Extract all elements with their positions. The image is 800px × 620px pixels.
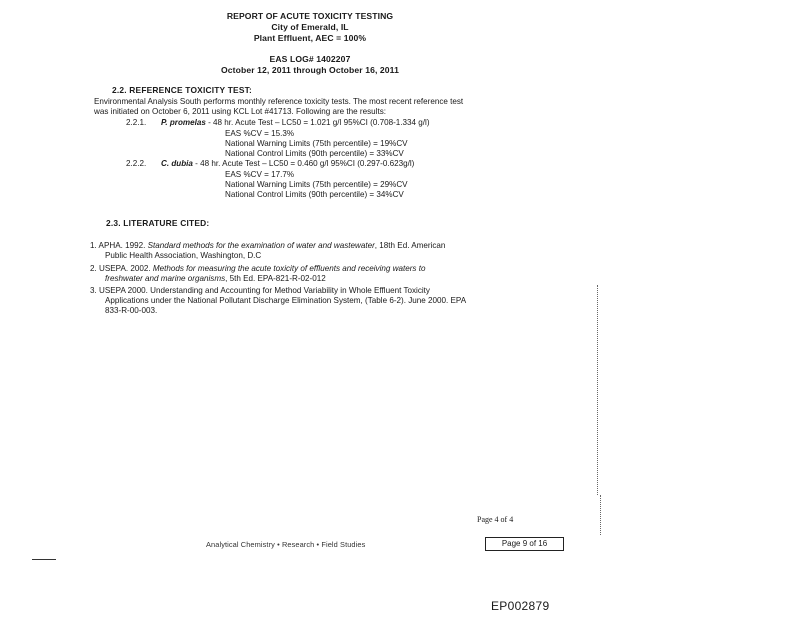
item-2-2-2-result bbox=[161, 159, 414, 168]
test-dates: October 12, 2011 through October 16, 2011 bbox=[221, 65, 399, 75]
reference-2 bbox=[90, 264, 425, 273]
literature-heading: 2.3. LITERATURE CITED: bbox=[106, 218, 210, 228]
ref-title: Methods for measuring the acute toxicity of effluents and receiving waters to bbox=[152, 264, 426, 273]
item-2-2-1-cv: EAS %CV = 15.3% bbox=[225, 129, 295, 138]
log-number: EAS LOG# 1402207 bbox=[269, 54, 351, 64]
item-2-2-1-number: 2.2.1. bbox=[126, 118, 147, 127]
ref-tox-heading: 2.2. REFERENCE TOXICITY TEST: bbox=[112, 85, 252, 95]
effluent-line: Plant Effluent, AEC = 100% bbox=[253, 33, 367, 43]
ref-edition: , 5th Ed. EPA-821-R-02-012 bbox=[225, 274, 326, 283]
lc50-result: - 48 hr. Acute Test – LC50 = 0.460 g/l 95%CI (0.297-0.623g/l) bbox=[192, 159, 415, 168]
scan-artifact-line bbox=[600, 495, 601, 535]
footer-categories: Analytical Chemistry • Research • Field Studies bbox=[206, 540, 366, 549]
reference-2-cont bbox=[105, 274, 326, 283]
item-2-2-2-number: 2.2.2. bbox=[126, 159, 147, 168]
species-name: P. promelas bbox=[161, 118, 206, 127]
item-2-2-2-cv: EAS %CV = 17.7% bbox=[225, 170, 295, 179]
page-box: Page 9 of 16 bbox=[485, 537, 564, 551]
reference-1 bbox=[90, 241, 445, 250]
bates-number: EP002879 bbox=[491, 599, 550, 613]
reference-3-cont-2: 833-R-00-003. bbox=[105, 306, 158, 315]
report-title: REPORT OF ACUTE TOXICITY TESTING bbox=[226, 11, 394, 21]
item-2-2-2-warning: National Warning Limits (75th percentile) = 29%CV bbox=[225, 180, 408, 189]
item-2-2-1-warning: National Warning Limits (75th percentile) = 19%CV bbox=[225, 139, 408, 148]
item-2-2-1-result bbox=[161, 118, 430, 127]
item-2-2-2-control: National Control Limits (90th percentile) = 34%CV bbox=[225, 190, 404, 199]
reference-3-cont: Applications under the National Pollutant Discharge Elimination System, (Table 6-2). June 2000. EPA bbox=[105, 296, 467, 305]
ref-title: Standard methods for the examination of water and wastewater bbox=[147, 241, 375, 250]
ref-edition: , 18th Ed. American bbox=[374, 241, 446, 250]
reference-1-cont: Public Health Association, Washington, D.C bbox=[105, 251, 262, 260]
reference-3: 3. USEPA 2000. Understanding and Accounting for Method Variability in Whole Effluent Toxicity bbox=[90, 286, 430, 295]
lc50-result: - 48 hr. Acute Test – LC50 = 1.021 g/l 95%CI (0.708-1.334 g/l) bbox=[205, 118, 430, 127]
ref-tox-intro-2: was initiated on October 6, 2011 using KCL Lot #41713. Following are the results: bbox=[94, 107, 386, 116]
margin-dash bbox=[32, 559, 56, 560]
ref-tox-intro-1: Environmental Analysis South performs monthly reference toxicity tests. The most recent reference test bbox=[94, 97, 464, 106]
ref-author: 1. APHA. 1992. bbox=[90, 241, 148, 250]
species-name: C. dubia bbox=[161, 159, 193, 168]
ref-title-cont: freshwater and marine organisms bbox=[105, 274, 226, 283]
city-name: City of Emerald, IL bbox=[271, 22, 349, 32]
page-of-label: Page 4 of 4 bbox=[477, 515, 514, 524]
item-2-2-1-control: National Control Limits (90th percentile) = 33%CV bbox=[225, 149, 404, 158]
scan-artifact-line bbox=[597, 285, 598, 495]
ref-author: 2. USEPA. 2002. bbox=[90, 264, 153, 273]
